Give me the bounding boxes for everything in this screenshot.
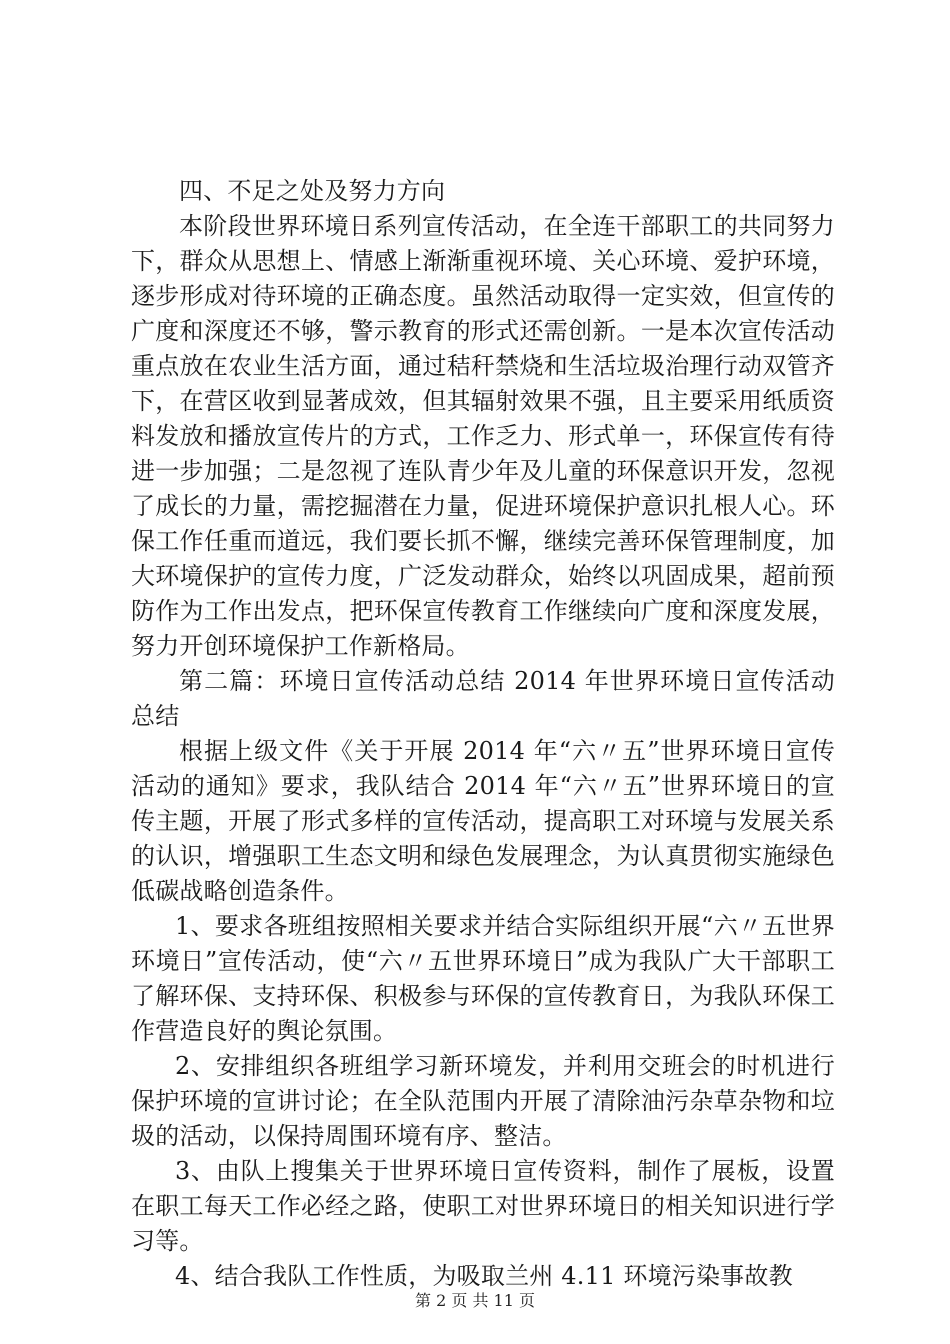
paragraph-item-2: 2、安排组织各班组学习新环境发，并利用交班会的时机进行保护环境的宣讲讨论；在全队范围内开展了清除油污杂草杂物和垃圾的活动，以保持周围环境有序、整洁。 <box>131 1052 835 1150</box>
section-heading: 四、不足之处及努力方向 <box>179 177 446 205</box>
paragraph-item-3: 3、由队上搜集关于世界环境日宣传资料，制作了展板，设置在职工每天工作必经之路，使职工对世界环境日的相关知识进行学习等。 <box>131 1157 835 1255</box>
paragraph-shortcomings: 本阶段世界环境日系列宣传活动，在全连干部职工的共同努力下，群众从思想上、情感上渐渐重视环境、关心环境、爱护环境，逐步形成对待环境的正确态度。虽然活动取得一定实效，但宣传的广度和深度还不够，警示教育的形式还需创新。一是本次宣传活动重点放在农业生活方面，通过秸秆禁烧和生活垃圾治理行动双管齐下，在营区收到显著成效，但其辐射效果不强，且主要采用纸质资料发放和播放宣传片的方式，工作乏力、形式单一，环保宣传有待进一步加强；二是忽视了连队青少年及儿童的环保意识开发，忽视了成长的力量，需挖掘潜在力量，促进环境保护意识扎根人心。环保工作任重而道远，我们要长抓不懈，继续完善环保管理制度，加大环境保护的宣传力度，广泛发动群众，始终以巩固成果，超前预防作为工作出发点，把环保宣传教育工作继续向广度和深度发展，努力开创环境保护工作新格局。 <box>131 212 835 660</box>
document-body <box>131 174 835 1294</box>
paragraph-intro: 根据上级文件《关于开展 2014 年“六〃五”世界环境日宣传活动的通知》要求，我队结合 2014 年“六〃五”世界环境日的宣传主题，开展了形式多样的宣传活动，提高职工对环境与发展关系的认识，增强职工生态文明和绿色发展理念，为认真贯彻实施绿色低碳战略创造条件。 <box>131 737 835 905</box>
page-number-footer: 第 2 页 共 11 页 <box>415 1291 535 1310</box>
chapter-two-title: 第二篇：环境日宣传活动总结 2014 年世界环境日宣传活动总结 <box>131 667 835 730</box>
paragraph-item-1: 1、要求各班组按照相关要求并结合实际组织开展“六〃五世界环境日”宣传活动，使“六〃五世界环境日”成为我队广大干部职工了解环保、支持环保、积极参与环保的宣传教育日，为我队环保工作营造良好的舆论氛围。 <box>131 912 835 1045</box>
paragraph-item-4: 4、结合我队工作性质，为吸取兰州 4.11 环境污染事故教 <box>175 1262 793 1290</box>
